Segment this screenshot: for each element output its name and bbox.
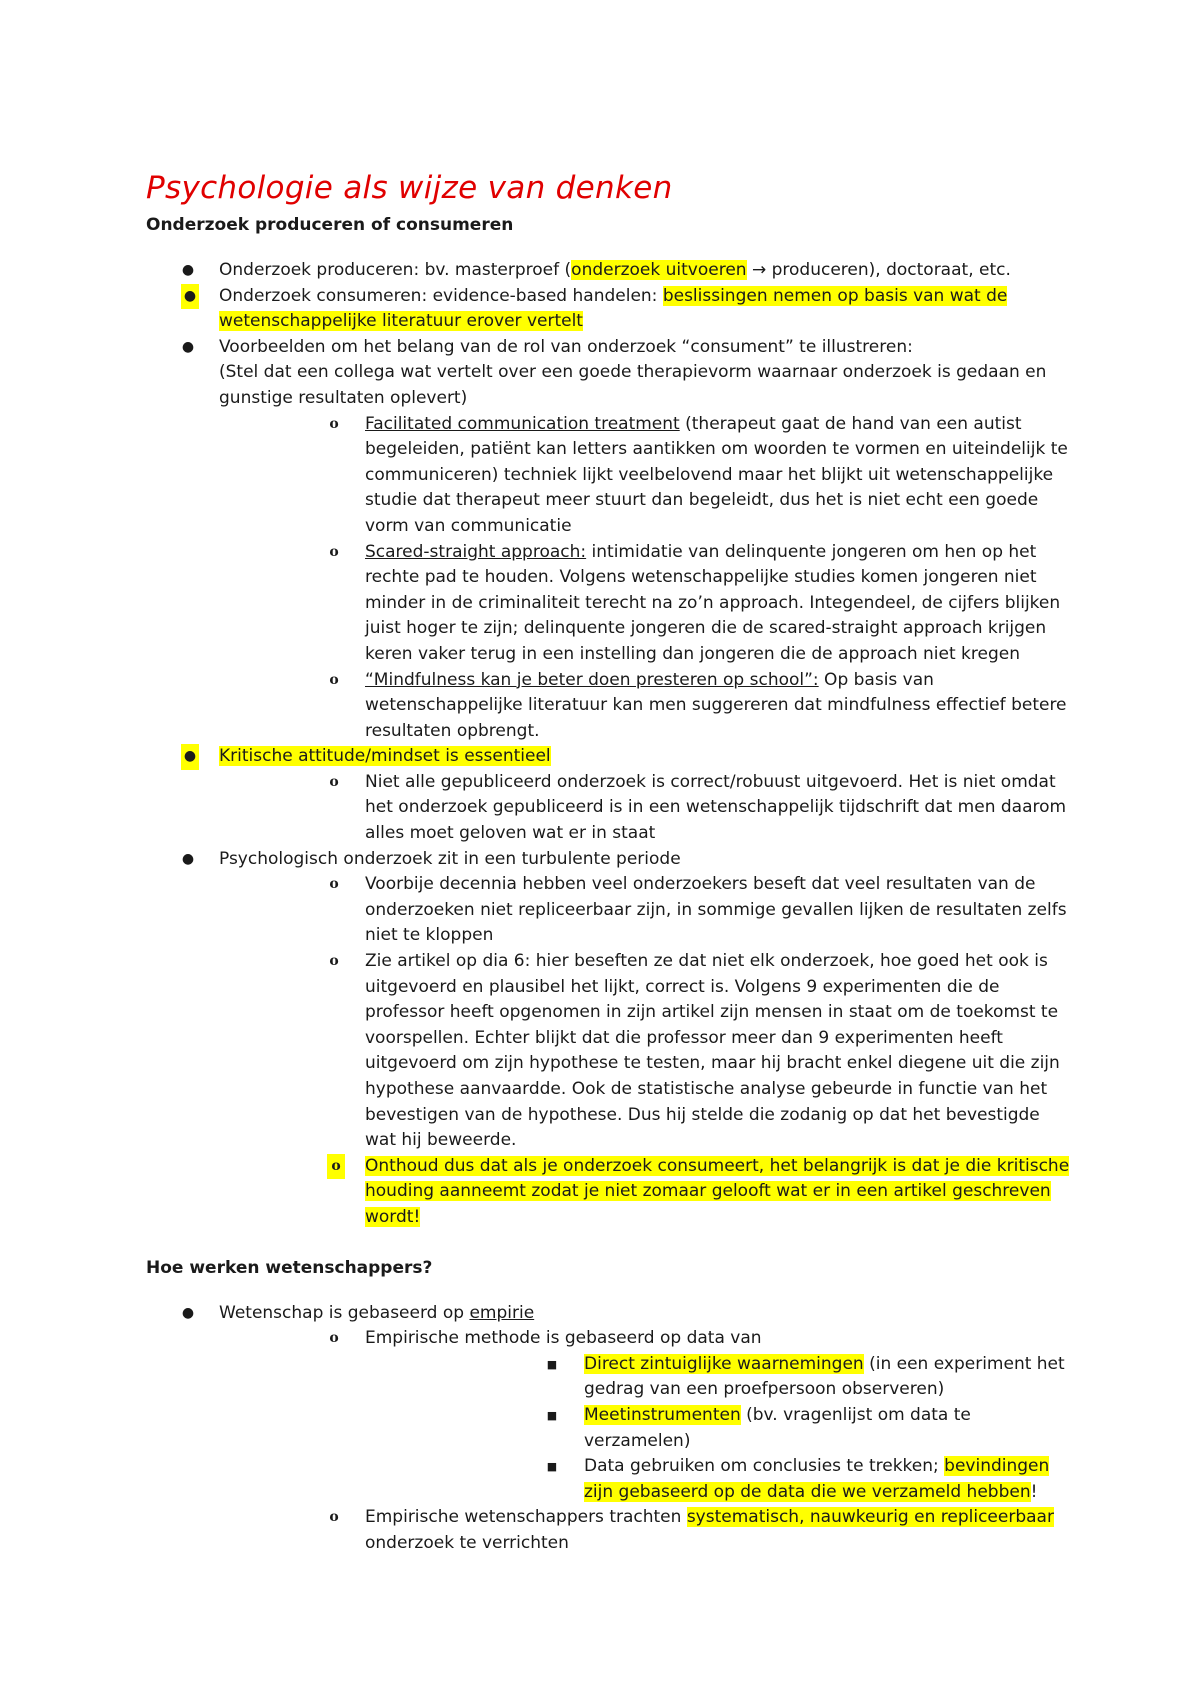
bullet-item (146, 744, 1076, 846)
sub-item (219, 770, 1076, 847)
sub-text: onderzoek te verrichten (365, 1532, 569, 1553)
sub-text: Voorbije decennia hebben veel onderzoekers beseft dat veel resultaten van de onderzoeken niet repliceerbaar zijn, in sommige gevallen lijken de resultaten zelfs niet te kloppen (365, 874, 1067, 946)
sub-sub-item (365, 1454, 1076, 1505)
highlighted-text: beslissingen nemen op basis van wat de wetenschappelijke literatuur erover vertelt (219, 285, 1008, 332)
document-title: Psychologie als wijze van denken (146, 170, 673, 206)
bullet-marker: ● (181, 262, 195, 278)
bullet-item (146, 258, 1076, 284)
document-content (146, 168, 1076, 1557)
sub-item (219, 412, 1076, 540)
circle-marker: o (329, 415, 339, 432)
sub-item (219, 668, 1076, 745)
sub-sub-text: ! (1030, 1481, 1038, 1502)
sub-sub-text: (in een experiment het gedrag van een proefpersoon observeren) (584, 1353, 1065, 1400)
circle-marker: o (329, 671, 339, 688)
bullet-text: (Stel dat een collega wat vertelt over een goede therapievorm waarnaar onderzoek is gedaan en gunstige resultaten oplevert) (219, 362, 1047, 408)
bullet-marker: ● (181, 850, 195, 867)
circle-marker: o (329, 953, 339, 970)
square-marker: ■ (546, 1460, 558, 1474)
sub-item (219, 1154, 1076, 1231)
bullet-list-1 (146, 258, 1076, 1231)
highlighted-text: Direct zintuiglijke waarnemingen (584, 1353, 864, 1374)
section-heading-2: Hoe werken wetenschappers? (146, 1257, 433, 1278)
sub-item (219, 540, 1076, 668)
sub-sub-item (365, 1352, 1076, 1403)
section-heading-1: Onderzoek produceren of consumeren (146, 215, 514, 235)
circle-marker: o (329, 773, 339, 790)
bullet-item (146, 847, 1076, 1231)
underlined-text: Scared-straight approach: (365, 541, 587, 562)
sub-text: Niet alle gepubliceerd onderzoek is correct/robuust uitgevoerd. Het is niet omdat het onderzoek gepubliceerd is in een wetenschappelijk tijdschrift dat men daarom alles moet geloven wat er in staat (365, 771, 1067, 844)
bullet-marker: ● (181, 338, 195, 355)
sub-item (219, 872, 1076, 949)
circle-marker: o (329, 876, 339, 893)
bullet-text: Wetenschap is gebaseerd op (219, 1302, 470, 1323)
bullet-list-2 (146, 1301, 1076, 1557)
sub-list (219, 412, 1076, 745)
arrow-glyph: → (746, 260, 772, 280)
highlighted-text: Meetinstrumenten (584, 1404, 741, 1425)
underlined-text: empirie (469, 1302, 535, 1323)
bullet-text: Voorbeelden om het belang van de rol van onderzoek “consument” te illustreren: (219, 336, 913, 357)
bullet-item (146, 284, 1076, 335)
circle-marker: o (329, 1330, 339, 1347)
sub-sub-item (365, 1403, 1076, 1454)
sub-text: (therapeut gaat de hand van een autist begeleiden, patiënt kan letters aantikken om woorden te vormen en uiteindelijk te communiceren) techniek lijkt veelbelovend maar het blijkt uit wetenschappelijke studie dat therapeut meer stuurt dan begeleidt, dus het is niet echt een goede vorm van communicatie (365, 413, 1068, 536)
sub-text: Empirische wetenschappers trachten (365, 1507, 687, 1528)
highlighted-text: Kritische attitude/mindset is essentieel (219, 746, 551, 767)
bullet-text: produceren), doctoraat, etc. (771, 260, 1011, 280)
sub-item (219, 1326, 1076, 1505)
highlighted-text: Onthoud dus dat als je onderzoek consumeert, het belangrijk is dat je die kritische houding aanneemt zodat je niet zomaar gelooft wat er in een artikel geschreven wordt! (365, 1155, 1070, 1227)
sub-sub-text: (bv. vragenlijst om data te verzamelen) (584, 1404, 971, 1451)
highlighted-text: onderzoek uitvoeren (571, 260, 747, 280)
bullet-text: Onderzoek produceren: bv. masterproef ( (219, 260, 572, 280)
bullet-marker: ● (181, 284, 199, 310)
highlighted-text: systematisch, nauwkeurig en repliceerbaar (686, 1507, 1054, 1528)
sub-sub-list (365, 1352, 1076, 1506)
bullet-item (146, 335, 1076, 745)
bullet-marker: ● (181, 1304, 195, 1321)
bullet-marker: ● (181, 744, 199, 770)
bullet-text: Psychologisch onderzoek zit in een turbulente periode (219, 848, 681, 869)
square-marker: ■ (546, 1408, 558, 1422)
highlighted-text: bevindingen zijn gebaseerd op de data die we verzameld hebben (584, 1456, 1050, 1502)
sub-item (219, 1505, 1076, 1556)
sub-text: Op basis van wetenschappelijke literatuur kan men suggereren dat mindfulness effectief betere resultaten opbrengt. (365, 669, 1067, 741)
sub-sub-text: Data gebruiken om conclusies te trekken; (584, 1456, 945, 1477)
underlined-text: “Mindfulness kan je beter doen presteren op school”: (365, 669, 819, 690)
sub-text: Zie artikel op dia 6: hier beseften ze dat niet elk onderzoek, hoe goed het ook is uitgevoerd en plausibel het lijkt, correct is. Volgens 9 experimenten die de professor heeft opgenomen in zijn artikel zijn mensen in staat om de toekomst te voorspellen. Echter blijkt dat die professor meer dan 9 experimenten heeft uitgevoerd om zijn hypothese te testen, maar hij bracht enkel diegene uit die zijn hypothese aanvaardde. Ook de statistische analyse gebeurde in functie van het bevestigen van de hypothese. Dus hij stelde die zodanig op dat het bevestigde wat hij beweerde. (365, 951, 1060, 1151)
bullet-text: Onderzoek consumeren: evidence-based handelen: (219, 285, 663, 306)
sub-text: Empirische methode is gebaseerd op data van (365, 1328, 762, 1349)
sub-item (219, 949, 1076, 1154)
circle-marker: o (329, 543, 339, 560)
sub-text: intimidatie van delinquente jongeren om hen op het rechte pad te houden. Volgens wetenschappelijke studies komen jongeren niet minder in de criminaliteit terecht na zo’n approach. Integendeel, de cijfers blijken juist hoger te zijn; delinquente jongeren die de scared-straight approach krijgen keren vaker terug in een instelling dan jongeren die de approach niet kregen (365, 541, 1061, 664)
circle-marker: o (329, 1509, 339, 1526)
bullet-item (146, 1301, 1076, 1557)
sub-list (219, 770, 1076, 847)
square-marker: ■ (546, 1357, 558, 1371)
underlined-text: Facilitated communication treatment (365, 413, 680, 434)
sub-list (219, 1326, 1076, 1556)
sub-list (219, 872, 1076, 1230)
circle-marker: o (327, 1154, 345, 1180)
